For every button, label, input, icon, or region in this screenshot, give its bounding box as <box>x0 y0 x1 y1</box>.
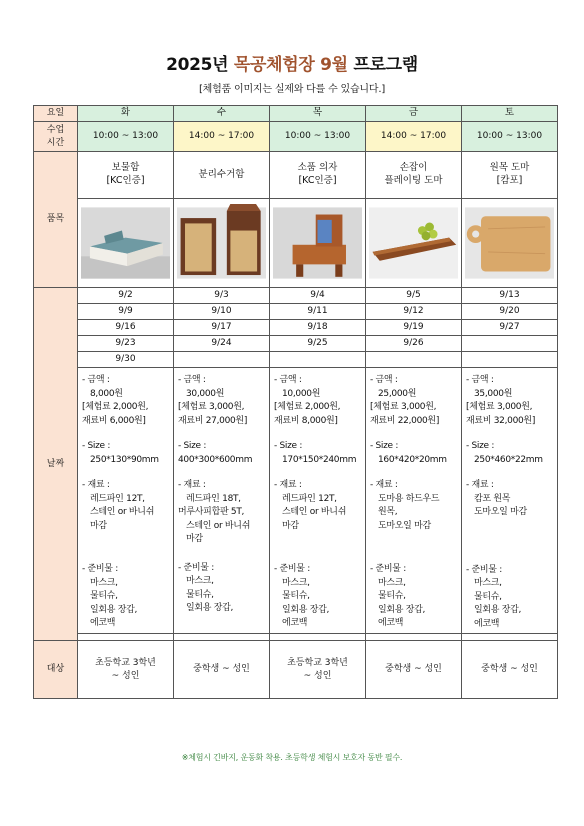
date-row <box>34 304 558 320</box>
material-line: 도마용 하드우드 <box>378 493 440 504</box>
price-value: 35,000원 <box>474 388 513 399</box>
material-section <box>370 479 458 533</box>
prep-line: 마스크, <box>186 576 214 586</box>
size-value: 250*460*22mm <box>474 454 543 465</box>
date-cell <box>270 352 366 368</box>
target-line: ~ 성인 <box>111 670 140 681</box>
target-line: 중학생 ~ 성인 <box>193 664 250 675</box>
date-label: 날짜 <box>34 288 78 641</box>
program-table <box>33 105 558 699</box>
prep-section <box>274 563 362 631</box>
title-highlight: 목공체험장 9월 <box>233 55 348 75</box>
time-cell: 10:00 ~ 13:00 <box>78 122 174 152</box>
prep-line: 물티슈, <box>282 591 310 601</box>
target-line: ~ 성인 <box>303 670 332 681</box>
spacer-cell <box>78 634 174 641</box>
material-label: - 재료 : <box>274 480 302 490</box>
day-cell: 목 <box>270 106 366 122</box>
size-section <box>274 440 362 467</box>
day-cell: 수 <box>174 106 270 122</box>
price-breakdown: [체험료 2,000원, <box>274 402 341 412</box>
date-cell <box>366 352 462 368</box>
time-cell: 14:00 ~ 17:00 <box>174 122 270 152</box>
product-name-row <box>34 152 558 199</box>
size-section <box>466 440 554 467</box>
prep-line: 마스크, <box>378 577 406 588</box>
material-line: 캄포 원목 <box>474 493 511 504</box>
time-label-line: 수업 <box>46 125 65 136</box>
size-section <box>178 440 266 467</box>
date-cell <box>462 352 558 368</box>
product-image-cell <box>78 199 174 288</box>
product-name-line: 소품 의자 <box>297 162 338 174</box>
date-cell: 9/2 <box>78 288 174 304</box>
size-label: - Size : <box>370 441 399 451</box>
prep-line: 물티슈, <box>186 589 214 600</box>
product-name-line: [캄포] <box>496 175 523 186</box>
material-label: - 재료 : <box>370 480 398 490</box>
prep-line: 물티슈, <box>474 591 502 602</box>
date-row <box>34 288 558 304</box>
prep-line: 일회용 장갑, <box>282 604 330 615</box>
price-value: 30,000원 <box>186 388 225 399</box>
phone-stand-chair-photo <box>273 204 362 282</box>
product-details <box>270 368 366 634</box>
size-value: 160*420*20mm <box>378 454 447 465</box>
date-cell: 9/12 <box>366 304 462 320</box>
prep-section <box>82 563 170 631</box>
time-cell: 10:00 ~ 13:00 <box>462 122 558 152</box>
prep-line: 마스크, <box>282 577 310 588</box>
size-label: - Size : <box>274 441 303 451</box>
spacer-cell <box>174 634 270 641</box>
time-cell: 10:00 ~ 13:00 <box>270 122 366 152</box>
target-line: 중학생 ~ 성인 <box>481 664 538 675</box>
price-value: 10,000원 <box>282 388 321 399</box>
prep-line: 에코백 <box>282 618 308 628</box>
date-cell <box>462 336 558 352</box>
wood-cutting-board-photo <box>465 204 554 282</box>
treasure-box-photo <box>81 204 170 282</box>
prep-line: 일회용 장갑, <box>474 605 522 615</box>
price-section <box>274 374 362 428</box>
recycle-bin-cabinet-photo <box>177 204 266 282</box>
price-breakdown: [체험료 2,000원, <box>82 402 149 412</box>
spacer-cell <box>270 634 366 641</box>
date-cell: 9/20 <box>462 304 558 320</box>
date-cell: 9/24 <box>174 336 270 352</box>
date-row <box>34 352 558 368</box>
time-row <box>34 122 558 152</box>
date-cell: 9/27 <box>462 320 558 336</box>
product-name-line: 분리수거함 <box>198 168 245 180</box>
prep-line: 마스크, <box>90 577 118 588</box>
product-details <box>366 368 462 634</box>
product-name <box>270 152 366 199</box>
day-cell: 화 <box>78 106 174 122</box>
material-line: 스테인 or 바니쉬 <box>186 520 251 531</box>
material-line: 마감 <box>282 520 299 531</box>
prep-label: - 준비물 : <box>466 564 502 575</box>
price-breakdown: 재료비 32,000원] <box>466 415 536 426</box>
prep-line: 에코백 <box>378 618 404 628</box>
material-line: 원목, <box>378 507 398 517</box>
size-value: 250*130*90mm <box>90 454 159 465</box>
price-section <box>178 374 266 428</box>
prep-line: 마스크, <box>474 578 502 588</box>
price-value: 8,000원 <box>90 388 123 399</box>
material-line: 스테인 or 바니쉬 <box>282 507 347 517</box>
date-cell: 9/25 <box>270 336 366 352</box>
price-label: - 금액 : <box>274 375 302 385</box>
material-label: - 재료 : <box>178 480 206 490</box>
material-line: 마감 <box>186 534 203 544</box>
price-label: - 금액 : <box>178 375 206 385</box>
material-line: 도마오일 마감 <box>474 507 527 517</box>
product-name-line: 플레이팅 도마 <box>384 175 443 186</box>
product-name-line: 원목 도마 <box>489 162 530 174</box>
material-label: - 재료 : <box>82 480 110 490</box>
price-section <box>82 374 170 428</box>
material-section <box>82 479 170 533</box>
prep-line: 에코백 <box>474 618 500 629</box>
product-image-cell <box>462 199 558 288</box>
price-value: 25,000원 <box>378 388 417 399</box>
date-cell: 9/4 <box>270 288 366 304</box>
material-line: 레드파인 12T, <box>90 493 145 504</box>
title-prefix: 2025년 <box>166 55 234 75</box>
day-label: 요일 <box>34 106 78 122</box>
price-breakdown: [체험료 3,000원, <box>466 402 533 412</box>
prep-line: 일회용 장갑, <box>378 604 426 615</box>
size-value: 400*300*600mm <box>178 454 253 465</box>
prep-section <box>466 564 554 632</box>
date-row <box>34 336 558 352</box>
date-cell: 9/26 <box>366 336 462 352</box>
size-label: - Size : <box>82 441 111 451</box>
target-cell <box>78 641 174 699</box>
price-breakdown: [체험료 3,000원, <box>370 402 437 412</box>
product-name <box>78 152 174 199</box>
size-label: - Size : <box>178 441 207 451</box>
product-name <box>462 152 558 199</box>
prep-label: - 준비물 : <box>82 564 118 574</box>
date-cell: 9/16 <box>78 320 174 336</box>
target-cell <box>270 641 366 699</box>
date-cell: 9/9 <box>78 304 174 320</box>
prep-label: - 준비물 : <box>274 564 310 574</box>
day-row <box>34 106 558 122</box>
time-label-line: 시간 <box>46 137 65 148</box>
title-suffix: 프로그램 <box>347 55 418 75</box>
product-image-cell <box>270 199 366 288</box>
prep-line: 물티슈, <box>378 591 406 601</box>
date-cell: 9/3 <box>174 288 270 304</box>
product-name <box>174 152 270 199</box>
prep-label: - 준비물 : <box>370 564 406 574</box>
item-label: 품목 <box>34 152 78 288</box>
price-label: - 금액 : <box>370 375 398 385</box>
day-cell: 토 <box>462 106 558 122</box>
material-line: 레드파인 18T, <box>186 493 241 504</box>
spacer-cell <box>462 634 558 641</box>
date-cell: 9/30 <box>78 352 174 368</box>
product-image-row <box>34 199 558 288</box>
prep-line: 일회용 장갑, <box>186 603 234 613</box>
detail-row <box>34 368 558 634</box>
product-image-cell <box>366 199 462 288</box>
date-cell: 9/5 <box>366 288 462 304</box>
material-line: 스테인 or 바니쉬 <box>90 507 155 517</box>
date-cell: 9/10 <box>174 304 270 320</box>
product-image-cell <box>174 199 270 288</box>
price-section <box>370 374 458 428</box>
product-name-line: 보물함 <box>111 162 140 174</box>
target-line: 중학생 ~ 성인 <box>385 664 442 675</box>
handle-serving-board-photo <box>369 204 458 282</box>
target-cell <box>366 641 462 699</box>
price-section <box>466 374 554 428</box>
prep-label: - 준비물 : <box>178 562 214 573</box>
prep-section <box>178 562 266 616</box>
material-section <box>274 479 362 533</box>
time-cell: 14:00 ~ 17:00 <box>366 122 462 152</box>
spacer-cell <box>366 634 462 641</box>
date-cell: 9/13 <box>462 288 558 304</box>
page-subtitle: [체험품 이미지는 실제와 다를 수 있습니다.] <box>198 84 386 95</box>
date-cell: 9/19 <box>366 320 462 336</box>
date-cell: 9/18 <box>270 320 366 336</box>
size-label: - Size : <box>466 441 495 451</box>
target-label: 대상 <box>34 641 78 699</box>
size-section <box>370 440 458 467</box>
price-breakdown: [체험료 3,000원, <box>178 402 245 412</box>
date-row <box>34 320 558 336</box>
prep-line: 일회용 장갑, <box>90 604 138 615</box>
spacer-row <box>34 634 558 641</box>
material-label: - 재료 : <box>466 480 494 490</box>
product-name-line: [KC인증] <box>106 175 145 186</box>
target-line: 초등학교 3학년 <box>95 658 156 669</box>
size-value: 170*150*240mm <box>282 454 357 465</box>
material-section <box>178 479 266 547</box>
product-details <box>174 368 270 634</box>
target-cell <box>174 641 270 699</box>
date-cell: 9/17 <box>174 320 270 336</box>
date-cell: 9/11 <box>270 304 366 320</box>
target-line: 초등학교 3학년 <box>287 658 348 669</box>
target-cell <box>462 641 558 699</box>
product-name-line: 손잡이 <box>399 162 428 174</box>
footnote: ※체험시 긴바지, 운동화 착용. 초등학생 체험시 보호자 동반 필수. <box>181 753 403 762</box>
size-section <box>82 440 170 467</box>
date-cell: 9/23 <box>78 336 174 352</box>
prep-line: 물티슈, <box>90 591 118 601</box>
page-title <box>0 50 584 75</box>
product-name <box>366 152 462 199</box>
time-label <box>34 122 78 152</box>
material-section <box>466 479 554 520</box>
prep-section <box>370 563 458 631</box>
product-name-line: [KC인증] <box>298 175 337 186</box>
material-line: 도마오일 마감 <box>378 520 431 531</box>
price-label: - 금액 : <box>466 375 494 385</box>
product-details <box>78 368 174 634</box>
material-line: 머루사피합판 5T, <box>178 507 245 517</box>
day-cell: 금 <box>366 106 462 122</box>
material-line: 마감 <box>90 520 107 531</box>
price-breakdown: 재료비 6,000원] <box>82 415 146 426</box>
product-details <box>462 368 558 634</box>
price-label: - 금액 : <box>82 375 110 385</box>
material-line: 레드파인 12T, <box>282 493 337 504</box>
date-cell <box>174 352 270 368</box>
price-breakdown: 재료비 27,000원] <box>178 415 248 426</box>
prep-line: 에코백 <box>90 618 116 628</box>
target-row <box>34 641 558 699</box>
price-breakdown: 재료비 22,000원] <box>370 415 440 426</box>
price-breakdown: 재료비 8,000원] <box>274 415 338 426</box>
